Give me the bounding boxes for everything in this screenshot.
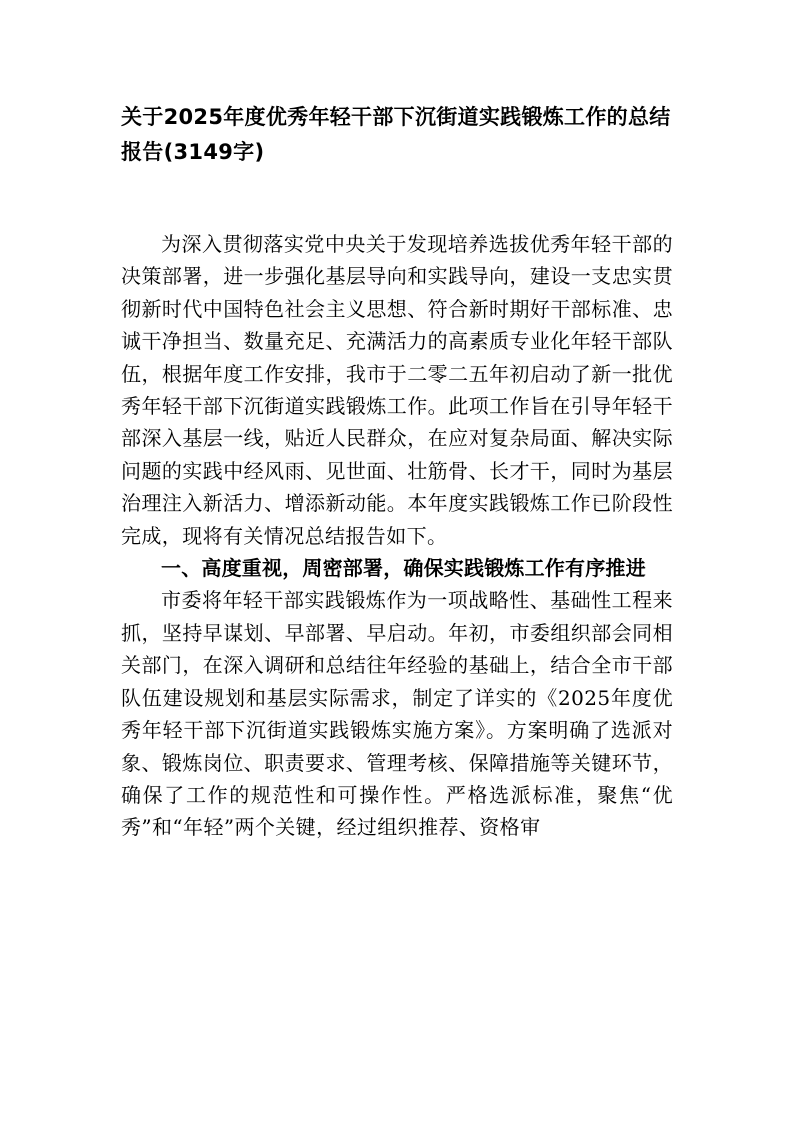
section-1-paragraph: 市委将年轻干部实践锻炼作为一项战略性、基础性工程来抓，坚持早谋划、早部署、早启动。年初，市委组织部会同相关部门，在深入调研和总结往年经验的基础上，结合全市干部队伍建设规划和基层实际需求，制定了详实的《2025年度优秀年轻干部下沉街道实践锻炼实施方案》。方案明确了选派对象、锻炼岗位、职责要求、管理考核、保障措施等关键环节，确保了工作的规范性和可操作性。严格选派标准，聚焦“优秀”和“年轻”两个关键，经过组织推荐、资格审 xyxy=(121,588,673,840)
section-heading-1: 一、高度重视，周密部署，确保实践锻炼工作有序推进 xyxy=(161,556,646,581)
intro-paragraph: 为深入贯彻落实党中央关于发现培养选拔优秀年轻干部的决策部署，进一步强化基层导向和实践导向，建设一支忠实贯彻新时代中国特色社会主义思想、符合新时期好干部标准、忠诚干净担当、数量充足、充满活力的高素质专业化年轻干部队伍，根据年度工作安排，我市于二零二五年初启动了新一批优秀年轻干部下沉街道实践锻炼工作。此项工作旨在引导年轻干部深入基层一线，贴近人民群众，在应对复杂局面、解决实际问题的实践中经风雨、见世面、壮筋骨、长才干，同时为基层治理注入新活力、增添新动能。本年度实践锻炼工作已阶段性完成，现将有关情况总结报告如下。 xyxy=(121,232,673,548)
document-title: 关于2025年度优秀年轻干部下沉街道实践锻炼工作的总结报告(3149字) xyxy=(121,105,671,164)
document-body xyxy=(121,228,673,844)
